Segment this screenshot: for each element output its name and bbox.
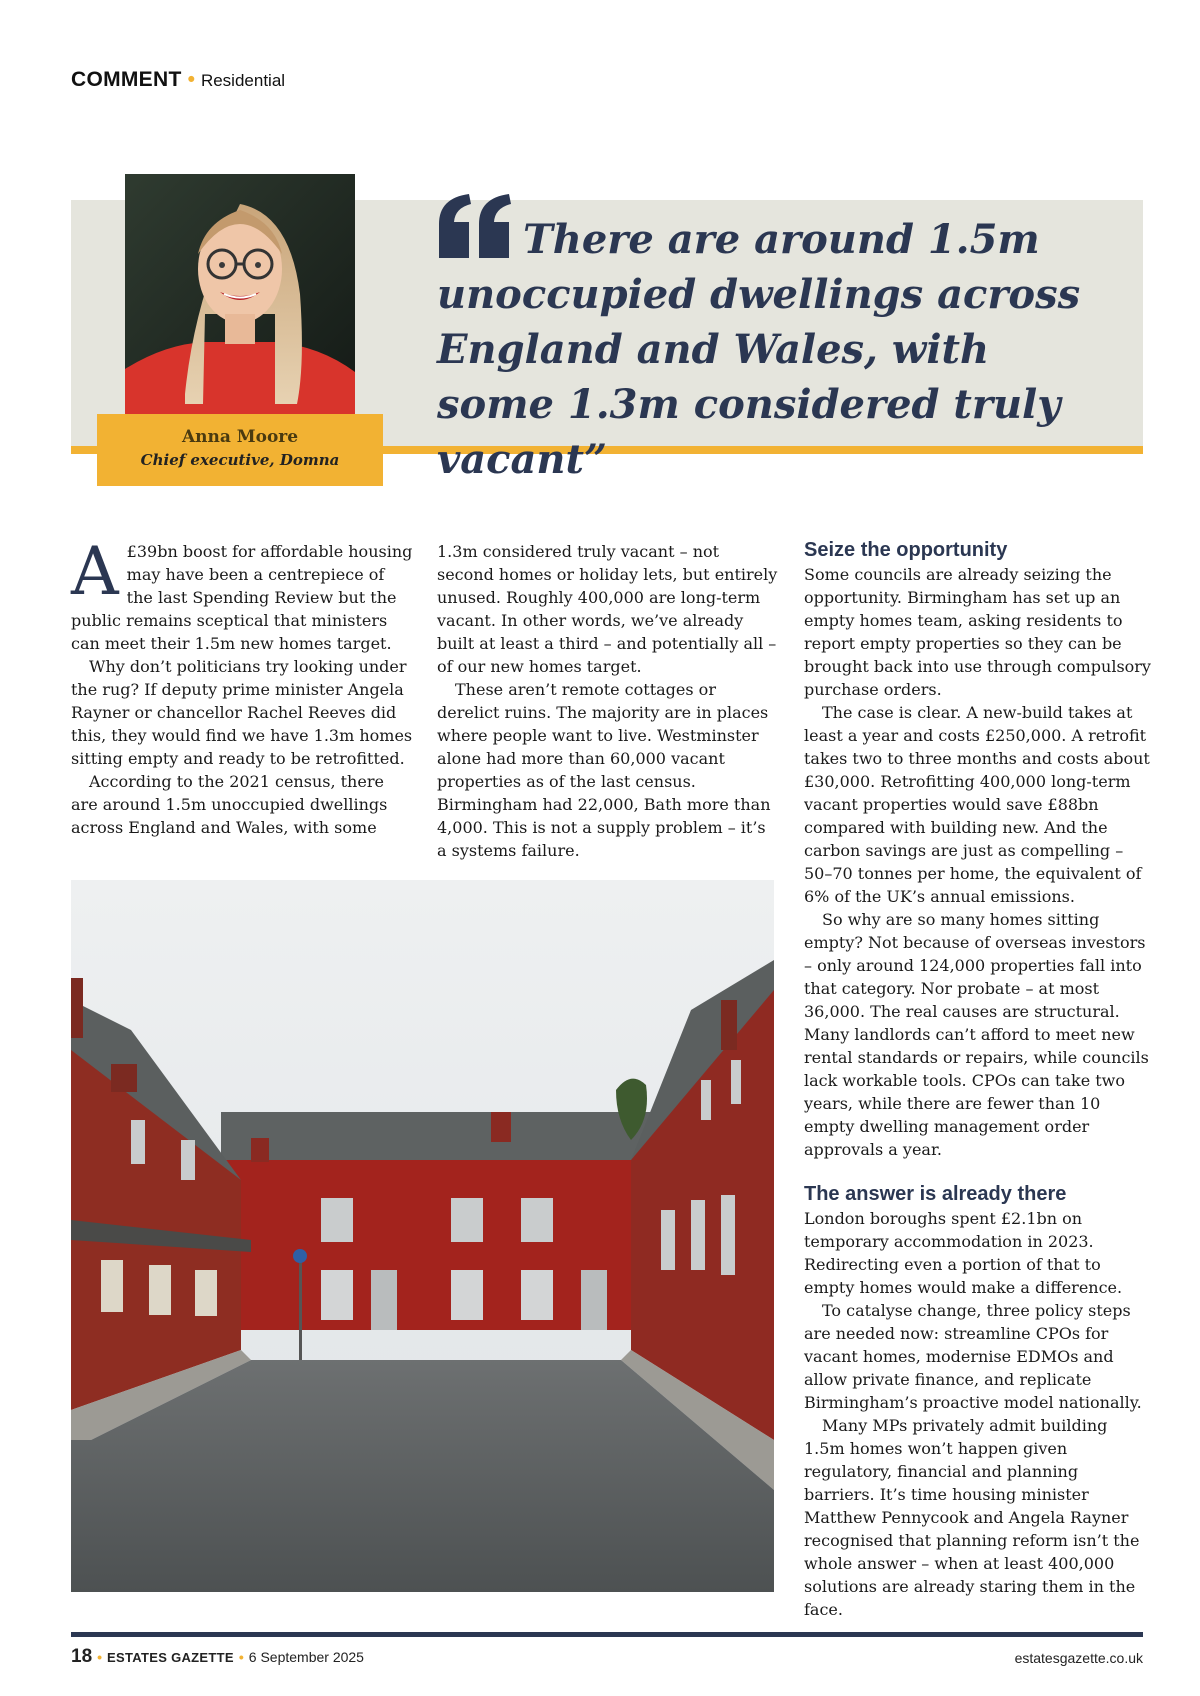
article-paragraph: To catalyse change, three policy steps are needed now: streamline CPOs for vacant homes, modernise EDMOs and allow private finance, and replicate Birmingham’s proactive model nationally. [804,1301,1142,1412]
article-paragraph: London boroughs spent £2.1bn on temporary accommodation in 2023. Redirecting even a portion of that to empty homes would make a difference. [804,1209,1123,1297]
author-role: Chief executive, Domna [140,451,340,469]
footer-separator: • [97,1649,103,1665]
article-paragraph: Why don’t politicians try looking under the rug? If deputy prime minister Angela Rayner or chancellor Rachel Reeves did this, they would find we have 1.3m homes sitting empty and ready to be retrofitted. [71,657,413,768]
subheading: Seize the opportunity [804,539,1008,561]
website-link[interactable]: estatesgazette.co.uk [1014,1650,1143,1666]
pull-quote [437,212,1117,487]
article-paragraph: £39bn boost for affordable housing may have been a centrepiece of the last Spending Review but the public remains sceptical that ministers can meet their 1.5m new homes target. [71,542,413,653]
pull-quote-text: There are around 1.5m unoccupied dwellings across England and Wales, with some 1.3m considered truly vacant” [437,216,1081,483]
terraced-street-illustration [71,880,774,1592]
footer-separator: • [238,1649,244,1665]
article-paragraph: 1.3m considered truly vacant – not second homes or holiday lets, but entirely unused. Roughly 400,000 are long-term vacant. In other words, we’ve already built at least a third – and potentially all – of our new homes target. [437,542,778,676]
article-column-3 [804,538,1152,1621]
subheading: The answer is already there [804,1183,1067,1205]
section-label [71,68,285,92]
drop-cap: A [71,533,119,610]
author-byline [97,414,383,486]
article-paragraph: Some councils are already seizing the opportunity. Birmingham has set up an empty homes team, asking residents to report empty properties so they can be brought back into use through compulsory purchase orders. [804,565,1151,699]
issue-date: 6 September 2025 [248,1649,364,1665]
author-portrait-illustration [125,174,355,414]
subsection-name: Residential [200,71,286,90]
author-portrait [125,174,355,414]
author-name: Anna Moore [181,427,299,447]
section-separator: • [187,68,195,91]
publication-name: ESTATES GAZETTE [107,1650,234,1665]
article-paragraph: So why are so many homes sitting empty? Not because of overseas investors – only around 124,000 properties fall into that category. Nor probate – at most 36,000. The real causes are structural. Many landlords can’t afford to meet new rental standards or repairs, while councils lack workable tools. CPOs can take two years, while there are fewer than 10 empty dwelling management order approvals a year. [804,910,1149,1159]
footer-folio [71,1646,364,1668]
footer-rule [71,1632,1143,1637]
article-paragraph: According to the 2021 census, there are around 1.5m unoccupied dwellings across England and Wales, with some [71,772,388,837]
article-paragraph: These aren’t remote cottages or derelict ruins. The majority are in places where people want to live. Westminster alone had more than 60,000 vacant properties as of the last census. Birmingham had 22,000, Bath more than 4,000. This is not a supply problem – it’s a systems failure. [437,680,771,860]
section-name: COMMENT [71,68,182,91]
article-paragraph: Many MPs privately admit building 1.5m homes won’t happen given regulatory, financial and planning barriers. It’s time housing minister Matthew Pennycook and Angela Rayner recognised that planning reform isn’t the whole answer – when at least 400,000 solutions are already staring them in the face. [804,1416,1140,1619]
article-paragraph: The case is clear. A new-build takes at least a year and costs £250,000. A retrofit takes two to three months and costs about £30,000. Retrofitting 400,000 long-term vacant properties would save £88bn compared with building new. And the carbon savings are just as compelling – 50–70 tonnes per home, the equivalent of 6% of the UK’s annual emissions. [804,703,1150,906]
article-column-1 [71,533,413,839]
article-column-2 [437,540,779,862]
page-number: 18 [71,1646,93,1667]
terraced-street-photo [71,880,774,1592]
